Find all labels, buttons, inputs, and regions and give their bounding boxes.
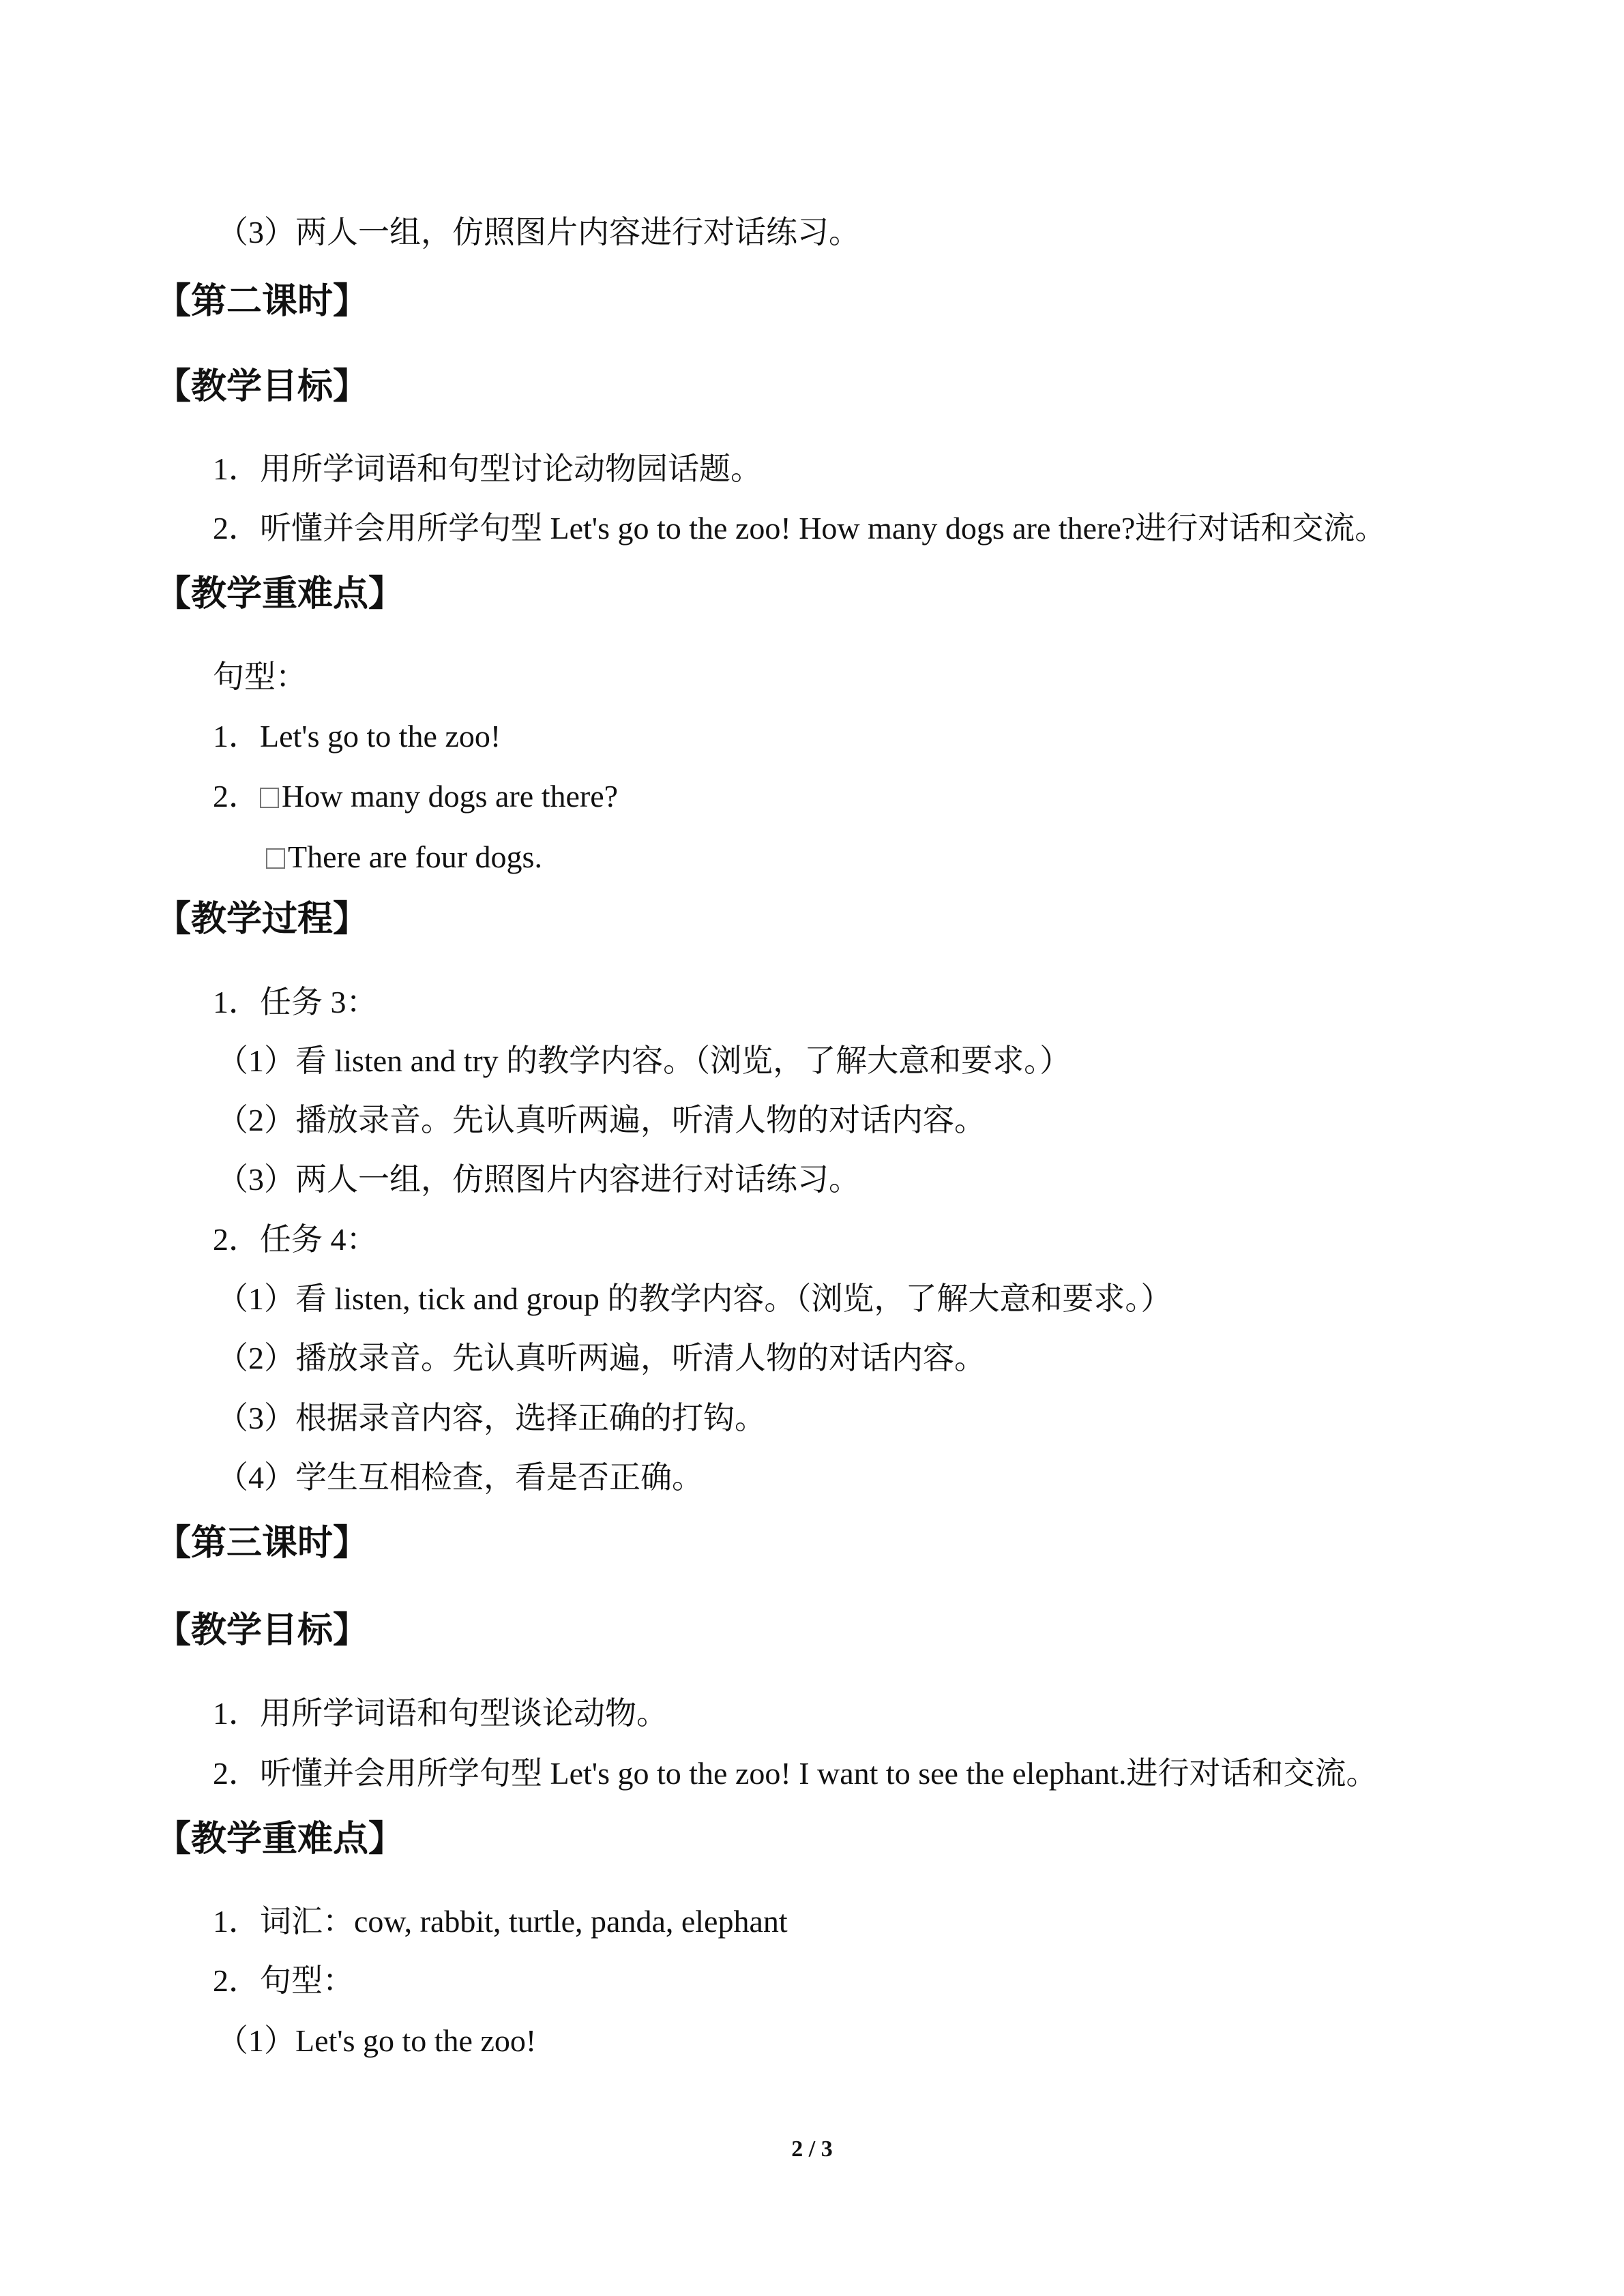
placeholder-box-icon: [266, 848, 285, 869]
placeholder-box-icon: [260, 788, 279, 808]
task-3: 1．任务 3：: [213, 985, 378, 1019]
heading-key-points-2: 【教学重难点】: [156, 1819, 404, 1860]
vocabulary-item: 1．词汇：cow, rabbit, turtle, panda, elephant: [213, 1904, 788, 1939]
goal-item-2: 2．听懂并会用所学句型 Let's go to the zoo! How many dogs are there?进行对话和交流。: [213, 511, 1387, 546]
heading-teaching-process: 【教学过程】: [156, 899, 369, 940]
task-4-step-3: （3）根据录音内容，选择正确的打钩。: [217, 1401, 766, 1435]
pattern-item-2-number: 2．: [213, 779, 260, 814]
goal-item-1: 1．用所学词语和句型讨论动物园话题。: [213, 451, 762, 486]
goal-item-1-b: 1．用所学词语和句型谈论动物。: [213, 1696, 668, 1731]
task-4-step-1: （1）看 listen, tick and group 的教学内容。（浏览，了解大意和要求。）: [217, 1281, 1172, 1316]
task-3-step-1: （1）看 listen and try 的教学内容。（浏览，了解大意和要求。）: [217, 1043, 1072, 1078]
goal-item-2-b: 2．听懂并会用所学句型 Let's go to the zoo! I want to see the elephant.进行对话和交流。: [213, 1756, 1378, 1791]
heading-key-points: 【教学重难点】: [156, 573, 404, 614]
task-4-step-4: （4）学生互相检查，看是否正确。: [217, 1460, 703, 1495]
heading-third-lesson: 【第三课时】: [156, 1523, 369, 1564]
page-number: 2 / 3: [791, 2136, 833, 2162]
sentence-patterns-item: 2．句型：: [213, 1963, 354, 1998]
heading-teaching-goals: 【教学目标】: [156, 366, 369, 407]
pattern-sub-item-1: （1）Let's go to the zoo!: [217, 2023, 537, 2058]
step-3-pair-practice: （3）两人一组，仿照图片内容进行对话练习。: [217, 215, 860, 250]
task-4: 2．任务 4：: [213, 1222, 378, 1257]
heading-teaching-goals-2: 【教学目标】: [156, 1610, 369, 1651]
task-3-step-2: （2）播放录音。先认真听两遍，听清人物的对话内容。: [217, 1103, 986, 1137]
pattern-question: How many dogs are there?: [282, 779, 619, 814]
pattern-answer-line: [266, 841, 542, 873]
task-3-step-3: （3）两人一组，仿照图片内容进行对话练习。: [217, 1162, 860, 1197]
task-4-step-2: （2）播放录音。先认真听两遍，听清人物的对话内容。: [217, 1341, 986, 1375]
pattern-item-2: [213, 781, 618, 812]
pattern-answer: There are four dogs.: [288, 839, 542, 874]
pattern-item-1: 1．Let's go to the zoo!: [213, 719, 501, 754]
heading-second-lesson: 【第二课时】: [156, 281, 369, 322]
sentence-patterns-label: 句型：: [213, 659, 307, 694]
